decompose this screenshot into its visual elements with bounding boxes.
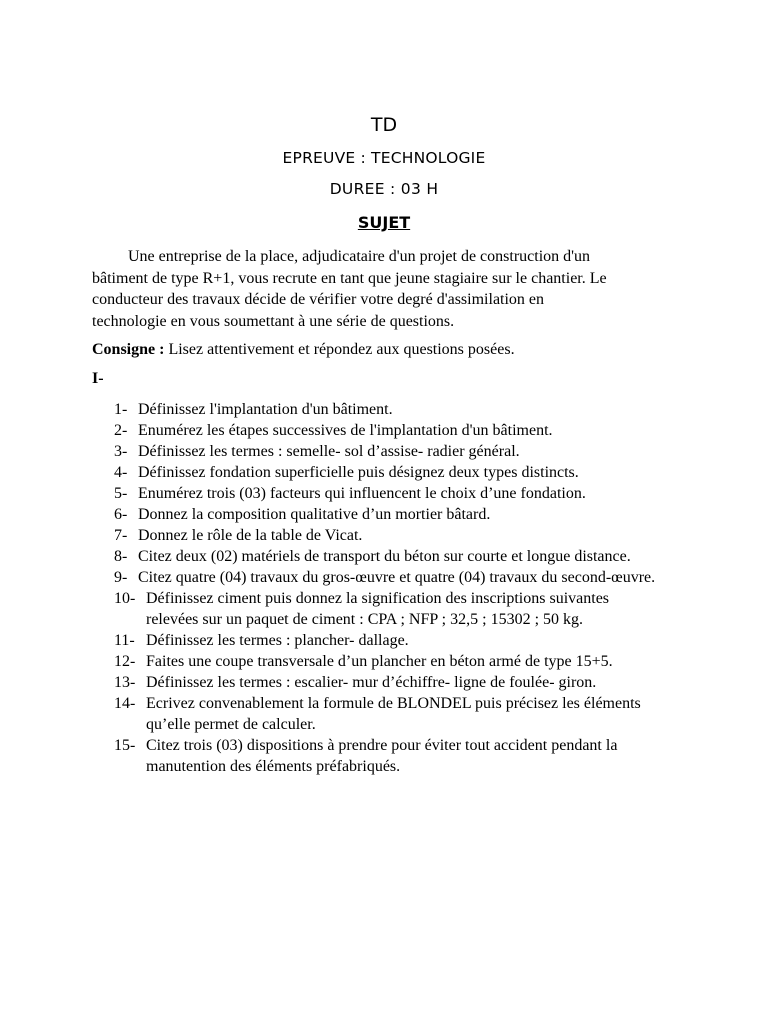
- intro-line: technologie en vous soumettant à une série de questions.: [92, 312, 455, 330]
- question-text: Citez quatre (04) travaux du gros-œuvre et quatre (04) travaux du second-œuvre.: [138, 569, 656, 586]
- question-item: [114, 693, 734, 735]
- question-item: [114, 420, 734, 441]
- question-number: 9-: [114, 569, 128, 586]
- question-text: Enumérez les étapes successives de l'implantation d'un bâtiment.: [138, 422, 553, 439]
- question-number: 4-: [114, 464, 128, 481]
- question-number: 8-: [114, 548, 128, 565]
- exam-duration: DUREE : 03 H: [329, 180, 439, 198]
- question-text-continuation: manutention des éléments préfabriqués.: [146, 758, 401, 775]
- question-item: [114, 525, 734, 546]
- question-item: [114, 630, 734, 651]
- question-text: Donnez le rôle de la table de Vicat.: [138, 527, 363, 544]
- question-number: 11-: [114, 632, 135, 649]
- intro-line: bâtiment de type R+1, vous recrute en tant que jeune stagiaire sur le chantier. Le: [92, 269, 607, 287]
- instruction-label: Consigne :: [92, 341, 165, 358]
- question-item: [114, 441, 734, 462]
- question-text: Faites une coupe transversale d’un plancher en béton armé de type 15+5.: [146, 653, 613, 670]
- question-text: Définissez ciment puis donnez la signification des inscriptions suivantes: [146, 590, 610, 607]
- question-item: [114, 588, 734, 630]
- question-text: Définissez l'implantation d'un bâtiment.: [138, 401, 393, 418]
- question-text: Définissez les termes : semelle- sol d’assise- radier général.: [138, 443, 520, 460]
- intro-paragraph: [92, 246, 692, 332]
- question-item: [114, 651, 734, 672]
- question-text: Définissez les termes : plancher- dallage.: [146, 632, 409, 649]
- question-list: [114, 399, 734, 777]
- question-item: [114, 504, 734, 525]
- question-item: [114, 546, 734, 567]
- question-number: 14-: [114, 695, 136, 712]
- question-number: 13-: [114, 674, 136, 691]
- instruction-text: Lisez attentivement et répondez aux questions posées.: [164, 341, 515, 358]
- document-title: TD: [370, 114, 398, 136]
- question-number: 15-: [114, 737, 136, 754]
- section-label: I-: [92, 370, 104, 387]
- question-text: Enumérez trois (03) facteurs qui influencent le choix d’une fondation.: [138, 485, 586, 502]
- question-text: Ecrivez convenablement la formule de BLONDEL puis précisez les éléments: [146, 695, 641, 712]
- question-number: 6-: [114, 506, 128, 523]
- question-text: Définissez fondation superficielle puis désignez deux types distincts.: [138, 464, 579, 481]
- question-item: [114, 399, 734, 420]
- question-number: 1-: [114, 401, 128, 418]
- question-number: 10-: [114, 590, 136, 607]
- question-number: 5-: [114, 485, 128, 502]
- question-item: [114, 672, 734, 693]
- instruction: [92, 341, 515, 359]
- question-text: Définissez les termes : escalier- mur d’échiffre- ligne de foulée- giron.: [146, 674, 597, 691]
- intro-line: conducteur des travaux décide de vérifier votre degré d'assimilation en: [92, 291, 545, 308]
- question-item: [114, 483, 734, 504]
- question-number: 3-: [114, 443, 128, 460]
- question-text: Citez trois (03) dispositions à prendre pour éviter tout accident pendant la: [146, 737, 618, 754]
- question-text: Citez deux (02) matériels de transport du béton sur courte et longue distance.: [138, 548, 631, 565]
- question-text: Donnez la composition qualitative d’un mortier bâtard.: [138, 506, 491, 523]
- question-number: 2-: [114, 422, 128, 439]
- question-item: [114, 462, 734, 483]
- question-text-continuation: relevées sur un paquet de ciment : CPA ; NFP ; 32,5 ; 15302 ; 50 kg.: [146, 611, 584, 628]
- intro-line: Une entreprise de la place, adjudicataire d'un projet de construction d'un: [128, 248, 591, 265]
- question-item: [114, 735, 734, 777]
- question-text-continuation: qu’elle permet de calculer.: [146, 716, 316, 733]
- question-number: 12-: [114, 653, 136, 670]
- exam-subject: EPREUVE : TECHNOLOGIE: [282, 149, 486, 167]
- question-number: 7-: [114, 527, 128, 544]
- subject-heading: SUJET: [357, 213, 411, 232]
- question-item: [114, 567, 734, 588]
